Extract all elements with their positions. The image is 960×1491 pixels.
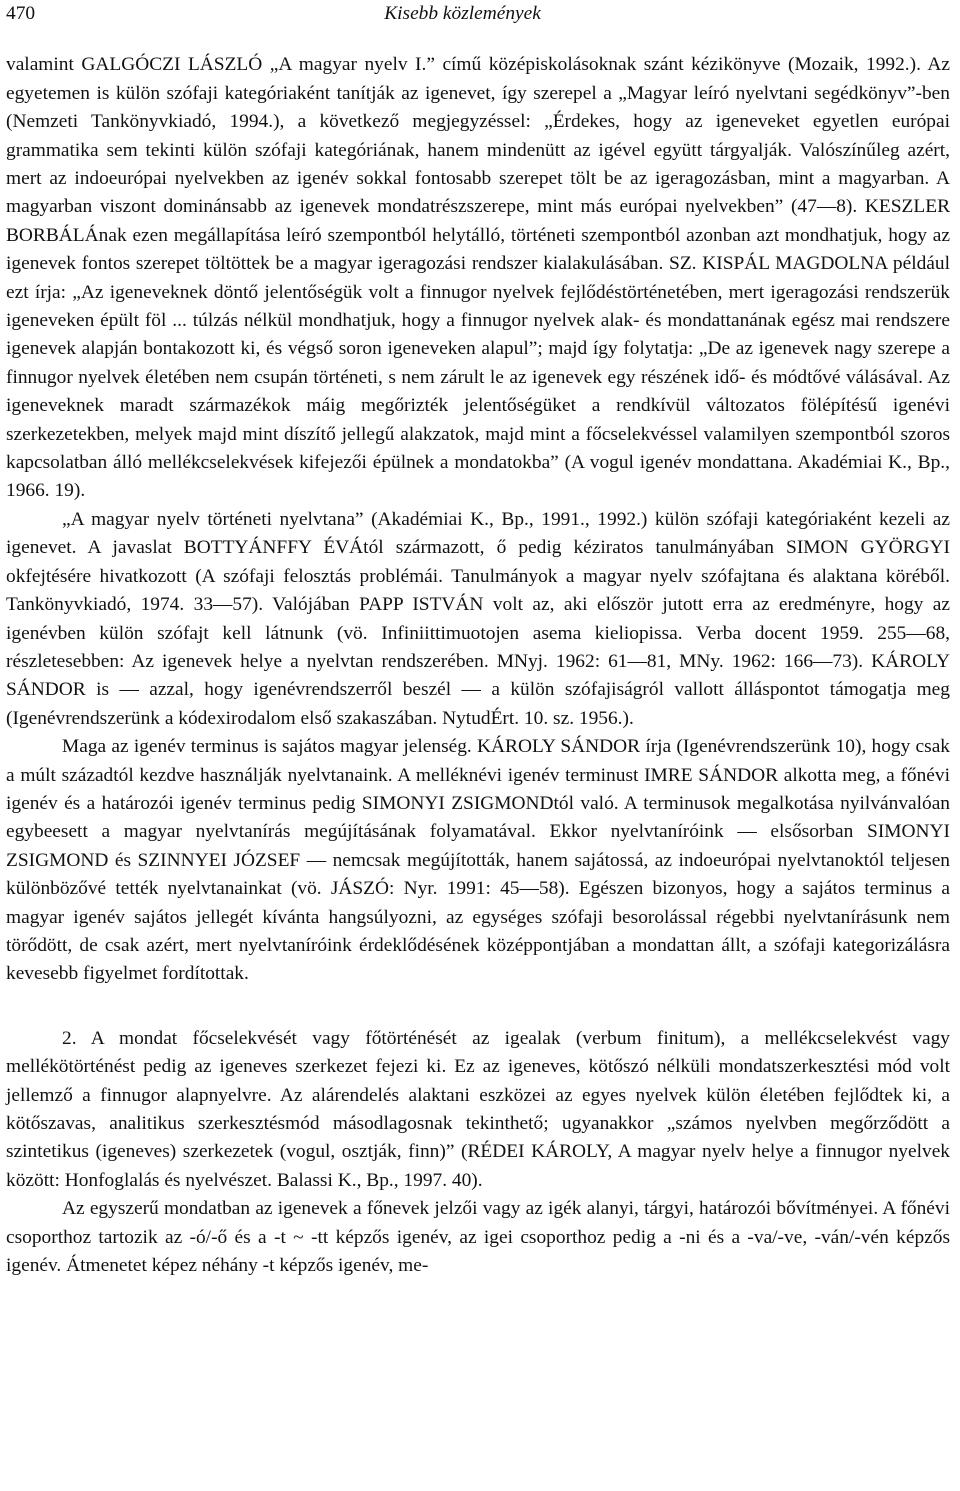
paragraph-2: „A magyar nyelv történeti nyelvtana” (Akadémiai K., Bp., 1991., 1992.) külön szófaji kategóriaként kezeli az igenevet. A javaslat BOTTYÁNFFY ÉVÁtól származott, ő pedig kéziratos tanulmányában SIMON GYÖRGYI okfejtésére hivatkozott (A szófaji felosztás problémái. Tanulmányok a magyar nyelv szófajtana és alaktana köréből. Tankönyvkiadó, 1974. 33—57). Valójában PAPP ISTVÁN volt az, aki először jutott erra az eredményre, hogy az igenévben külön szófajt kell látnunk (vö. Infiniittimuotojen asema kieliopissa. Verba docent 1959. 255—68, részletesebben: Az igenevek helye a nyelvtan rendszerében. MNyj. 1962: 61—81, MNy. 1962: 166—73). KÁROLY SÁNDOR is — azzal, hogy igenévrendszerről beszél — a külön szófajiságról vallott álláspontot támogatja meg (Igenévrendszerünk a kódexirodalom első szakaszában. NytudÉrt. 10. sz. 1956.). (6, 508, 950, 729)
page-header (6, 0, 950, 28)
paragraph-4: 2. A mondat főcselekvését vagy főtörténését az igealak (verbum finitum), a mellékcselekvést vagy mellékötörténést pedig az igeneves szerkezet fejezi ki. Ez az igeneves, kötőszó nélküli mondatszerkesztési mód volt jellemző a finnugor alapnyelvre. Az alárendelés alaktani eszközei az egyes nyelvek külön életében fejlődtek ki, a kötőszavas, analitikus szerkesztésmód másodlagosnak tekinthető; ugyanakkor „számos nyelvben megőrződött a szintetikus (igeneves) szerkezetek (vogul, osztják, finn)” (RÉDEI KÁROLY, A magyar nyelv helye a finnugor nyelvek között: Honfoglalás és nyelvészet. Balassi K., Bp., 1997. 40). (6, 1027, 950, 1191)
paragraph-3: Maga az igenév terminus is sajátos magyar jelenség. KÁROLY SÁNDOR írja (Igenévrendszerünk 10), hogy csak a múlt századtól kezdve használják nyelvtanaink. A melléknévi igenév terminust IMRE SÁNDOR alkotta meg, a főnévi igenév és a határozói igenév terminus pedig SIMONYI ZSIGMONDtól való. A terminusok megalkotása nyilvánvalóan egybeesett a magyar nyelvtanírás megújításának folyamatával. Ekkor nyelvtaníróink — elsősorban SIMONYI ZSIGMOND és SZINNYEI JÓZSEF — nemcsak megújították, hanem sajátossá, az indoeurópai nyelvtanoktól teljesen különbözővé tették nyelvtanainkat (vö. JÁSZÓ: Nyr. 1991: 45—58). Egészen bizonyos, hogy a sajátos terminus a magyar igenév sajátos jellegét kívánta hangsúlyozni, az egységes szófaji besorolással régebbi nyelvtanírásunk nem törődött, de csak azért, mert nyelvtaníróink érdeklődésének középpontjában a mondattan állt, a szófaji kategorizálásra kevesebb figyelmet fordítottak. (6, 736, 950, 985)
page-number: 470 (6, 3, 36, 24)
paragraph-1: valamint GALGÓCZI LÁSZLÓ „A magyar nyelv I.” című középiskolásoknak szánt kézikönyve (Mozaik, 1992.). Az egyetemen is külön szófaji kategóriaként tanítják az igenevet, így szerepel a „Magyar leíró nyelvtani segédkönyv”-ben (Nemzeti Tankönyvkiadó, 1994.), a következő megjegyzéssel: „Érdekes, hogy az igeneveket egyetlen európai grammatika sem tekinti külön szófaji kategóriának, hanem mindenütt az igével együtt tárgyalják. Valószínűleg azért, mert az indoeurópai nyelvekben az igenév sokkal fontosabb szerepet tölt be az igeragozásban, mint a magyarban. A magyarban viszont dominánsabb az igenevek mondatrészszerepe, mint más európai nyelvekben” (47—8). KESZLER BORBÁLÁnak ezen megállapítása leíró szempontból helytálló, történeti szempontból azonban azt mondhatjuk, hogy az igenevek fontos szerepet töltöttek be a magyar igeragozási rendszer kialakulásában. SZ. KISPÁL MAGDOLNA például ezt írja: „Az igeneveknek döntő jelentőségük volt a finnugor nyelvek fejlődéstörténetében, mert igeragozási rendszerük igeneveken épült föl ... túlzás nélkül mondhatjuk, hogy a finnugor nyelvek alak- és mondattanának egész mai rendszere igenevek alapján bontakozott ki, és végső soron igeneveken alapul”; majd így folytatja: „De az igenevek nagy szerepe a finnugor nyelvek életében nem csupán történeti, s nem zárult le az igenevek egy részének idő- és módtővé válásával. Az igeneveknek maradt származékok máig megőrizték jelentőségüket a rendkívül változatos fölépítésű igenévi szerkezetekben, melyek majd mint díszítő jellegű alakzatok, majd mint a főcselekvéssel valamilyen szempontból szoros kapcsolatban álló mellékcselekvések kifejezői épülnek a mondatokba” (A vogul igenév mondattana. Akadémiai K., Bp., 1966. 19). (6, 54, 950, 502)
running-title: Kisebb közlemények (384, 3, 541, 24)
paragraph-5: Az egyszerű mondatban az igenevek a főnevek jelzői vagy az igék alanyi, tárgyi, határozói bővítményei. A főnévi csoporthoz tartozik az -ó/-ő és a -t ~ -tt képzős igenév, az igei csoporthoz pedig a -ni és a -va/-ve, -ván/-vén képzős igenév. Átmenetet képez néhány -t képzős igenév, me- (6, 1198, 950, 1277)
